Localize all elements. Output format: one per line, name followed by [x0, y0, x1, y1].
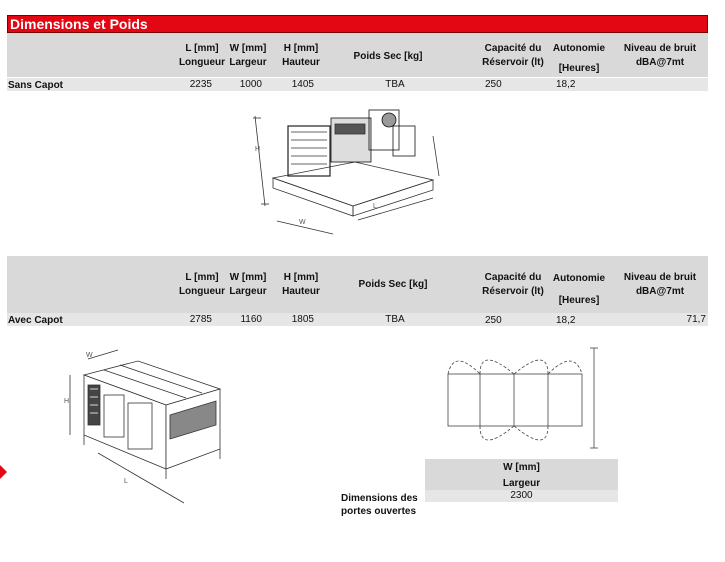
cell-autonomy: 18,2	[556, 79, 576, 90]
cell-width: 1160	[240, 314, 262, 325]
row-label-avec-capot: Avec Capot	[8, 315, 63, 326]
open-doors-top-view-drawing	[444, 340, 604, 450]
arrow-right-icon	[0, 465, 8, 479]
doors-col-header: W [mm] Largeur	[502, 462, 541, 489]
col-header-length: L [mm] Longueur	[178, 272, 226, 297]
col-header-width: W [mm] Largeur	[229, 43, 267, 68]
col-header-height: H [mm] Hauteur	[282, 43, 320, 68]
drawing-label-l: L	[124, 478, 128, 485]
col-header-width: W [mm] Largeur	[229, 272, 267, 297]
table-row	[7, 313, 708, 326]
cell-width: 1000	[239, 79, 262, 90]
drawing-label-w: W	[299, 219, 306, 226]
cell-capacity: 250	[485, 315, 502, 326]
generator-canopy-drawing	[58, 345, 238, 515]
drawing-label-h: H	[255, 146, 261, 153]
generator-open-drawing	[243, 96, 443, 246]
drawing-label-h: H	[64, 398, 70, 405]
cell-noise: 71,7	[686, 314, 706, 325]
cell-weight: TBA	[385, 79, 405, 90]
col-header-noise: Niveau de bruit dBA@7mt	[623, 43, 697, 68]
cell-capacity: 250	[485, 79, 502, 90]
col-header-length: L [mm] Longueur	[178, 43, 226, 68]
col-header-autonomy: Autonomie [Heures]	[552, 273, 606, 306]
col-header-weight: Poids Sec [kg]	[358, 279, 428, 290]
drawing-label-w: W	[86, 352, 93, 359]
col-header-weight: Poids Sec [kg]	[353, 51, 423, 62]
cell-autonomy: 18,2	[556, 315, 576, 326]
col-header-autonomy: Autonomie [Heures]	[552, 43, 606, 74]
cell-weight: TBA	[385, 314, 405, 325]
cell-length: 2785	[189, 314, 212, 325]
table-row	[7, 78, 708, 91]
cell-height: 1805	[291, 314, 314, 325]
col-header-capacity: Capacité du Réservoir (lt)	[482, 43, 544, 68]
row-label-sans-capot: Sans Capot	[8, 80, 64, 91]
cell-length: 2235	[189, 79, 212, 90]
section-title: Dimensions et Poids	[7, 15, 708, 33]
col-header-noise: Niveau de bruit dBA@7mt	[623, 272, 697, 297]
col-header-capacity: Capacité du Réservoir (lt)	[482, 272, 544, 297]
drawing-label-l: L	[373, 203, 377, 210]
cell-height: 1405	[291, 79, 314, 90]
cell-doors-width: 2300	[510, 490, 533, 501]
col-header-height: H [mm] Hauteur	[282, 272, 320, 297]
doors-caption: Dimensions des portes ouvertes	[341, 493, 418, 517]
